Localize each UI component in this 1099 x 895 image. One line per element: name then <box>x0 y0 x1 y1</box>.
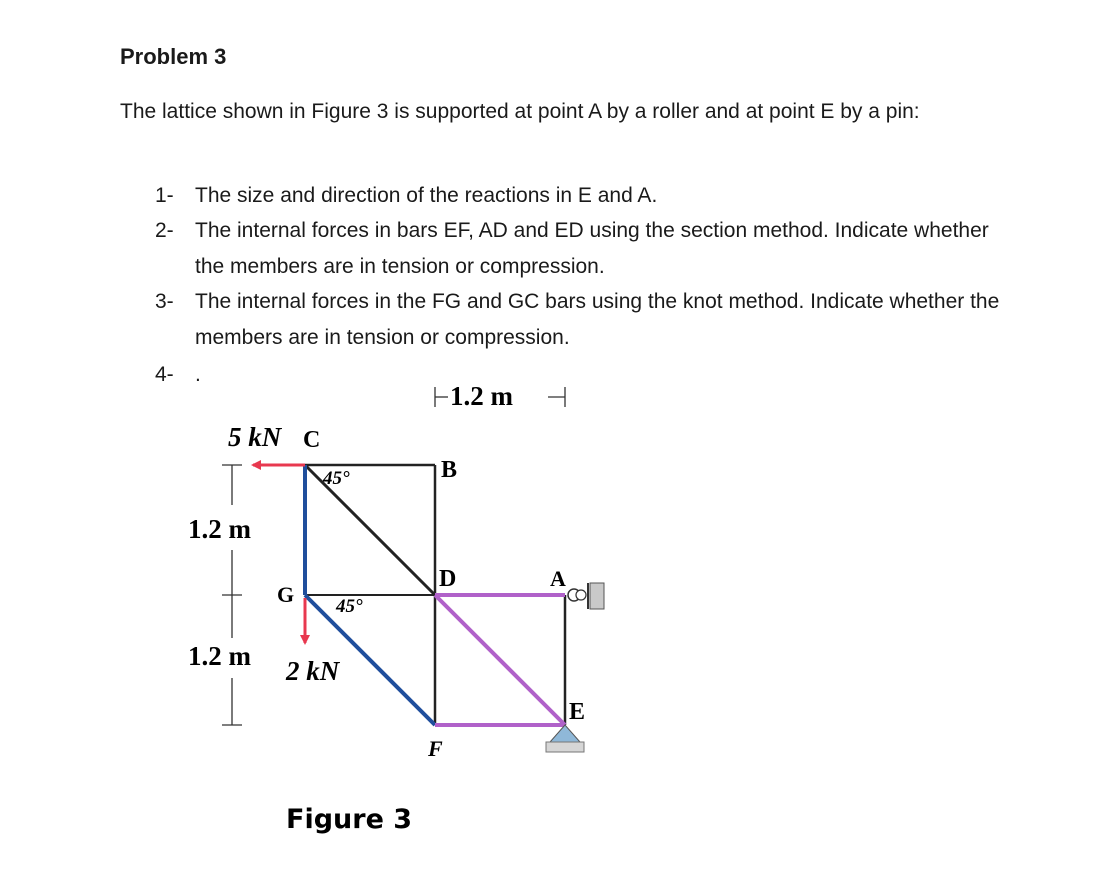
top-dimension <box>435 381 565 411</box>
node-d-label: D <box>439 566 457 592</box>
list-item-text: The size and direction of the reactions in E and A. <box>195 184 658 207</box>
node-a-label: A <box>550 566 566 591</box>
left-dimension <box>188 465 252 725</box>
top-dimension-label: 1.2 m <box>450 381 513 411</box>
pin-support-e <box>546 725 584 752</box>
node-f-label: F <box>428 736 443 761</box>
left-dimension-upper-label: 1.2 m <box>188 514 251 544</box>
problem-title: Problem 3 <box>120 44 227 69</box>
problem-intro: The lattice shown in Figure 3 is supported at point A by a roller and at point E by a pin: <box>120 100 920 123</box>
figure-caption: Figure 3 <box>286 804 413 835</box>
list-item-text: The internal forces in bars EF, AD and ED using the section method. Indicate whether the members are in tension or compression. <box>195 219 989 278</box>
node-g-label: G <box>277 582 295 607</box>
list-item-text: . <box>195 363 201 386</box>
list-item-number: 3- <box>155 290 174 313</box>
node-b-label: B <box>441 457 458 483</box>
list-item-number: 4- <box>155 363 174 386</box>
node-e-label: E <box>569 699 586 725</box>
left-dimension-lower-label: 1.2 m <box>188 641 251 671</box>
angle-c-label: 45° <box>323 468 350 489</box>
load-c-label: 5 kN <box>228 422 282 452</box>
angle-g-label: 45° <box>336 596 363 617</box>
truss-members <box>305 465 565 725</box>
list-item-number: 1- <box>155 184 174 207</box>
member-de <box>435 595 565 725</box>
load-g-label: 2 kN <box>286 656 340 686</box>
node-c-label: C <box>303 427 321 453</box>
list-item-number: 2- <box>155 219 174 242</box>
list-item-text: The internal forces in the FG and GC bars using the knot method. Indicate whether the members are in tension or compression. <box>195 290 1000 349</box>
roller-support-a <box>568 583 604 609</box>
